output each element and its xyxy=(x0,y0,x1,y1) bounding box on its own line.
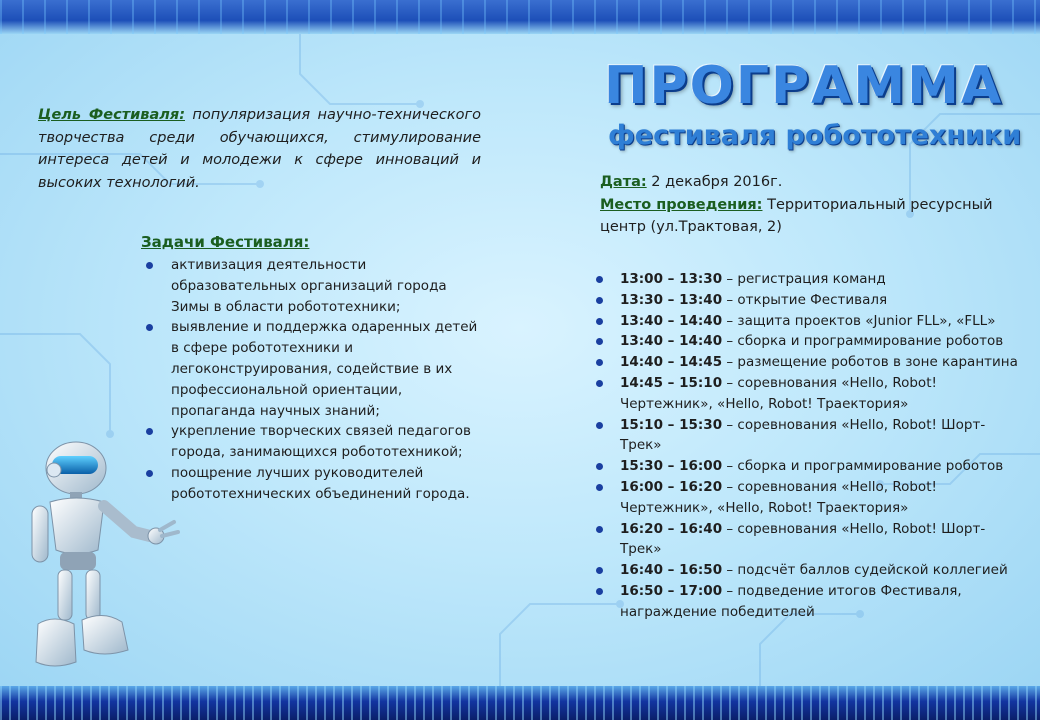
schedule-item xyxy=(596,477,1026,519)
task-item: выявление и поддержка одаренных детей в сфере робототехники и легоконструирования, содействие в их профессиональной ориентации, пропаганда научных знаний; xyxy=(146,317,486,421)
schedule-text: – соревнования «Hello, Robot! Шорт-Трек» xyxy=(620,416,986,454)
schedule-text: – подведение итогов Фестиваля, награждение победителей xyxy=(620,582,962,620)
schedule-item xyxy=(596,290,1026,311)
schedule-item xyxy=(596,373,1026,415)
schedule-text: – защита проектов «Junior FLL», «FLL» xyxy=(722,312,996,329)
schedule-time: 15:10 – 15:30 xyxy=(620,416,723,433)
schedule-item xyxy=(596,415,1026,457)
schedule-time: 16:50 – 17:00 xyxy=(620,582,723,599)
place-line xyxy=(600,194,1010,239)
schedule-time: 13:00 – 13:30 xyxy=(620,271,723,287)
schedule-text: – сборка и программирование роботов xyxy=(722,458,1004,475)
schedule-item xyxy=(596,352,1026,373)
goal-text: популяризация научно-технического творчества среди обучающихся, стимулирование интереса детей и молодежи к сфере инноваций и высоких технологий. xyxy=(38,107,482,191)
schedule-text: – соревнования «Hello, Robot! Шорт-Трек» xyxy=(620,520,986,558)
schedule-time: 15:30 – 16:00 xyxy=(620,458,723,475)
date-label: Дата: xyxy=(600,174,647,190)
program-title: ПРОГРАММА xyxy=(604,56,1004,116)
schedule-list xyxy=(596,269,1026,623)
schedule-time: 16:00 – 16:20 xyxy=(620,478,723,495)
task-item: активизация деятельности образовательных организаций города Зимы в области робототехники; xyxy=(146,255,486,317)
circuit-band-bottom xyxy=(0,686,1040,720)
festival-goal xyxy=(38,104,481,194)
schedule-time: 13:40 – 14:40 xyxy=(620,333,723,350)
schedule-time: 13:40 – 14:40 xyxy=(620,312,723,329)
schedule-time: 16:20 – 16:40 xyxy=(620,520,723,537)
goal-label: Цель Фестиваля: xyxy=(38,107,185,123)
schedule-item xyxy=(596,456,1026,477)
schedule-text: – регистрация команд xyxy=(722,271,886,287)
schedule-time: 16:40 – 16:50 xyxy=(620,562,723,579)
schedule-time: 13:30 – 13:40 xyxy=(620,291,723,308)
program-subtitle: фестиваля робототехники xyxy=(608,120,1022,151)
date-line xyxy=(600,171,1010,194)
date-value: 2 декабря 2016г. xyxy=(646,174,783,190)
task-item: поощрение лучших руководителей робототехнических объединений города. xyxy=(146,463,486,505)
schedule-time: 14:40 – 14:45 xyxy=(620,354,723,371)
schedule-text: – размещение роботов в зоне карантина xyxy=(722,354,1018,371)
schedule-text: – подсчёт баллов судейской коллегией xyxy=(722,562,1008,579)
circuit-band-top xyxy=(0,0,1040,34)
schedule-time: 14:45 – 15:10 xyxy=(620,374,723,391)
tasks-list xyxy=(146,255,486,505)
schedule-text: – соревнования «Hello, Robot! Чертежник», «Hello, Robot! Траектория» xyxy=(620,374,937,412)
schedule-item xyxy=(596,269,1026,290)
schedule-text: – открытие Фестиваля xyxy=(722,291,888,308)
tasks-heading: Задачи Фестиваля: xyxy=(141,233,310,251)
schedule-item xyxy=(596,311,1026,332)
schedule-item xyxy=(596,331,1026,352)
schedule-item xyxy=(596,519,1026,561)
place-value: Территориальный ресурсный центр (ул.Трактовая, 2) xyxy=(600,196,993,235)
schedule-item xyxy=(596,581,1026,623)
event-info xyxy=(600,171,1010,239)
schedule-text: – соревнования «Hello, Robot! Чертежник», «Hello, Robot! Траектория» xyxy=(620,478,937,516)
place-label: Место проведения: xyxy=(600,196,763,213)
schedule-text: – сборка и программирование роботов xyxy=(722,333,1004,350)
robot-illustration xyxy=(24,440,194,672)
task-item: укрепление творческих связей педагогов города, занимающихся робототехникой; xyxy=(146,421,486,463)
schedule-item xyxy=(596,560,1026,581)
